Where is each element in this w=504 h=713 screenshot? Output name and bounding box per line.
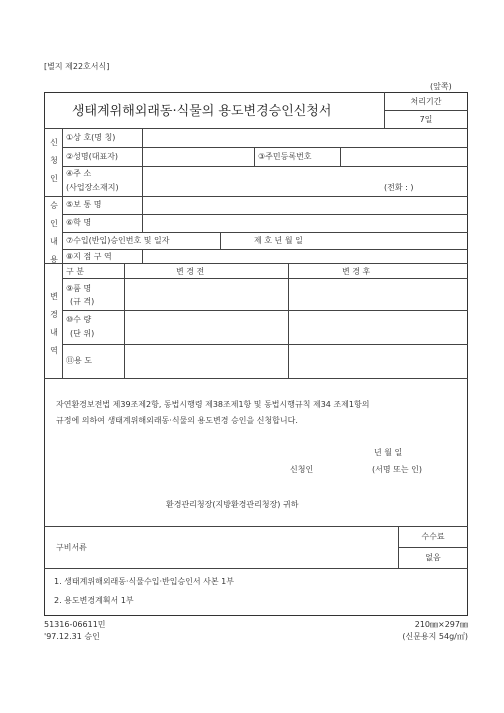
statement-line-2: 규정에 의하여 생태계위해외래동·식물의 용도변경 승인을 신청합니다. [56, 416, 298, 425]
item-spec-label: (규 격) [70, 297, 95, 306]
registration-number-label: ③주민등록번호 [258, 152, 312, 161]
fee-label: 수수료 [421, 532, 445, 541]
col-before-header: 변 경 전 [176, 267, 205, 276]
required-doc-2: 2. 용도변경계획서 1부 [54, 596, 134, 605]
form-code: 51316-06611민 [44, 620, 106, 629]
processing-period-value: 7일 [419, 115, 433, 124]
page-title: 생태계위해외래동·식물의 용도변경승인신청서 [72, 104, 332, 119]
usage-label: ⑪용 도 [66, 356, 92, 365]
col-after-header: 변 경 후 [342, 267, 371, 276]
approval-group-label: 승 인 내 용 [50, 201, 58, 264]
application-date: 년 월 일 [374, 448, 403, 457]
statement-line-1: 자연환경보전법 제39조제2항, 동법시행령 제38조제1항 및 동법시행규칙 제34 조제1항의 [56, 400, 370, 409]
applicant-sign-label: 신청인 [290, 465, 314, 474]
processing-period-label: 처리기간 [410, 97, 442, 106]
recipient-line: 환경관리청장(지방환경관리청장) 귀하 [166, 500, 299, 509]
address-label: ④주 소 [66, 169, 92, 178]
paper-type: (신문용지 54g/㎡) [402, 632, 468, 641]
phone-label: (전화 : ) [384, 183, 414, 192]
front-mark: (앞쪽) [430, 82, 452, 91]
change-group-label: 변 경 내 역 [50, 292, 58, 355]
form-approval-date: '97.12.31 승인 [44, 632, 100, 641]
col-item-header: 구 분 [66, 267, 84, 276]
import-approval-label: ⑦수입(반입)승인번호 및 일자 [66, 236, 170, 245]
fee-value: 없음 [425, 553, 441, 562]
quantity-label: ⑩수 량 [66, 315, 92, 324]
item-name-label: ⑨품 명 [66, 284, 92, 293]
unit-label: (단 위) [70, 329, 95, 338]
common-name-label: ⑤보 통 명 [66, 200, 102, 209]
required-doc-1: 1. 생태계위해외래동·식물수입·반입승인서 사본 1부 [54, 577, 234, 586]
signature-note: (서명 또는 인) [372, 465, 422, 474]
form-number: [별지 제22호서식] [44, 62, 110, 71]
scientific-name-label: ⑥학 명 [66, 218, 92, 227]
representative-label: ②성명(대표자) [66, 152, 119, 161]
import-approval-value: 제 호 년 월 일 [254, 236, 303, 245]
address-sub-label: (사업장소재지) [66, 183, 119, 192]
required-docs-label: 구비서류 [56, 543, 87, 552]
applicant-group-label: 신 청 인 [50, 138, 58, 183]
paper-size: 210㎜×297㎜ [414, 620, 468, 629]
location-label: ⑧지 점 구 역 [66, 252, 112, 261]
business-name-label: ①상 호(명 칭) [66, 133, 116, 142]
